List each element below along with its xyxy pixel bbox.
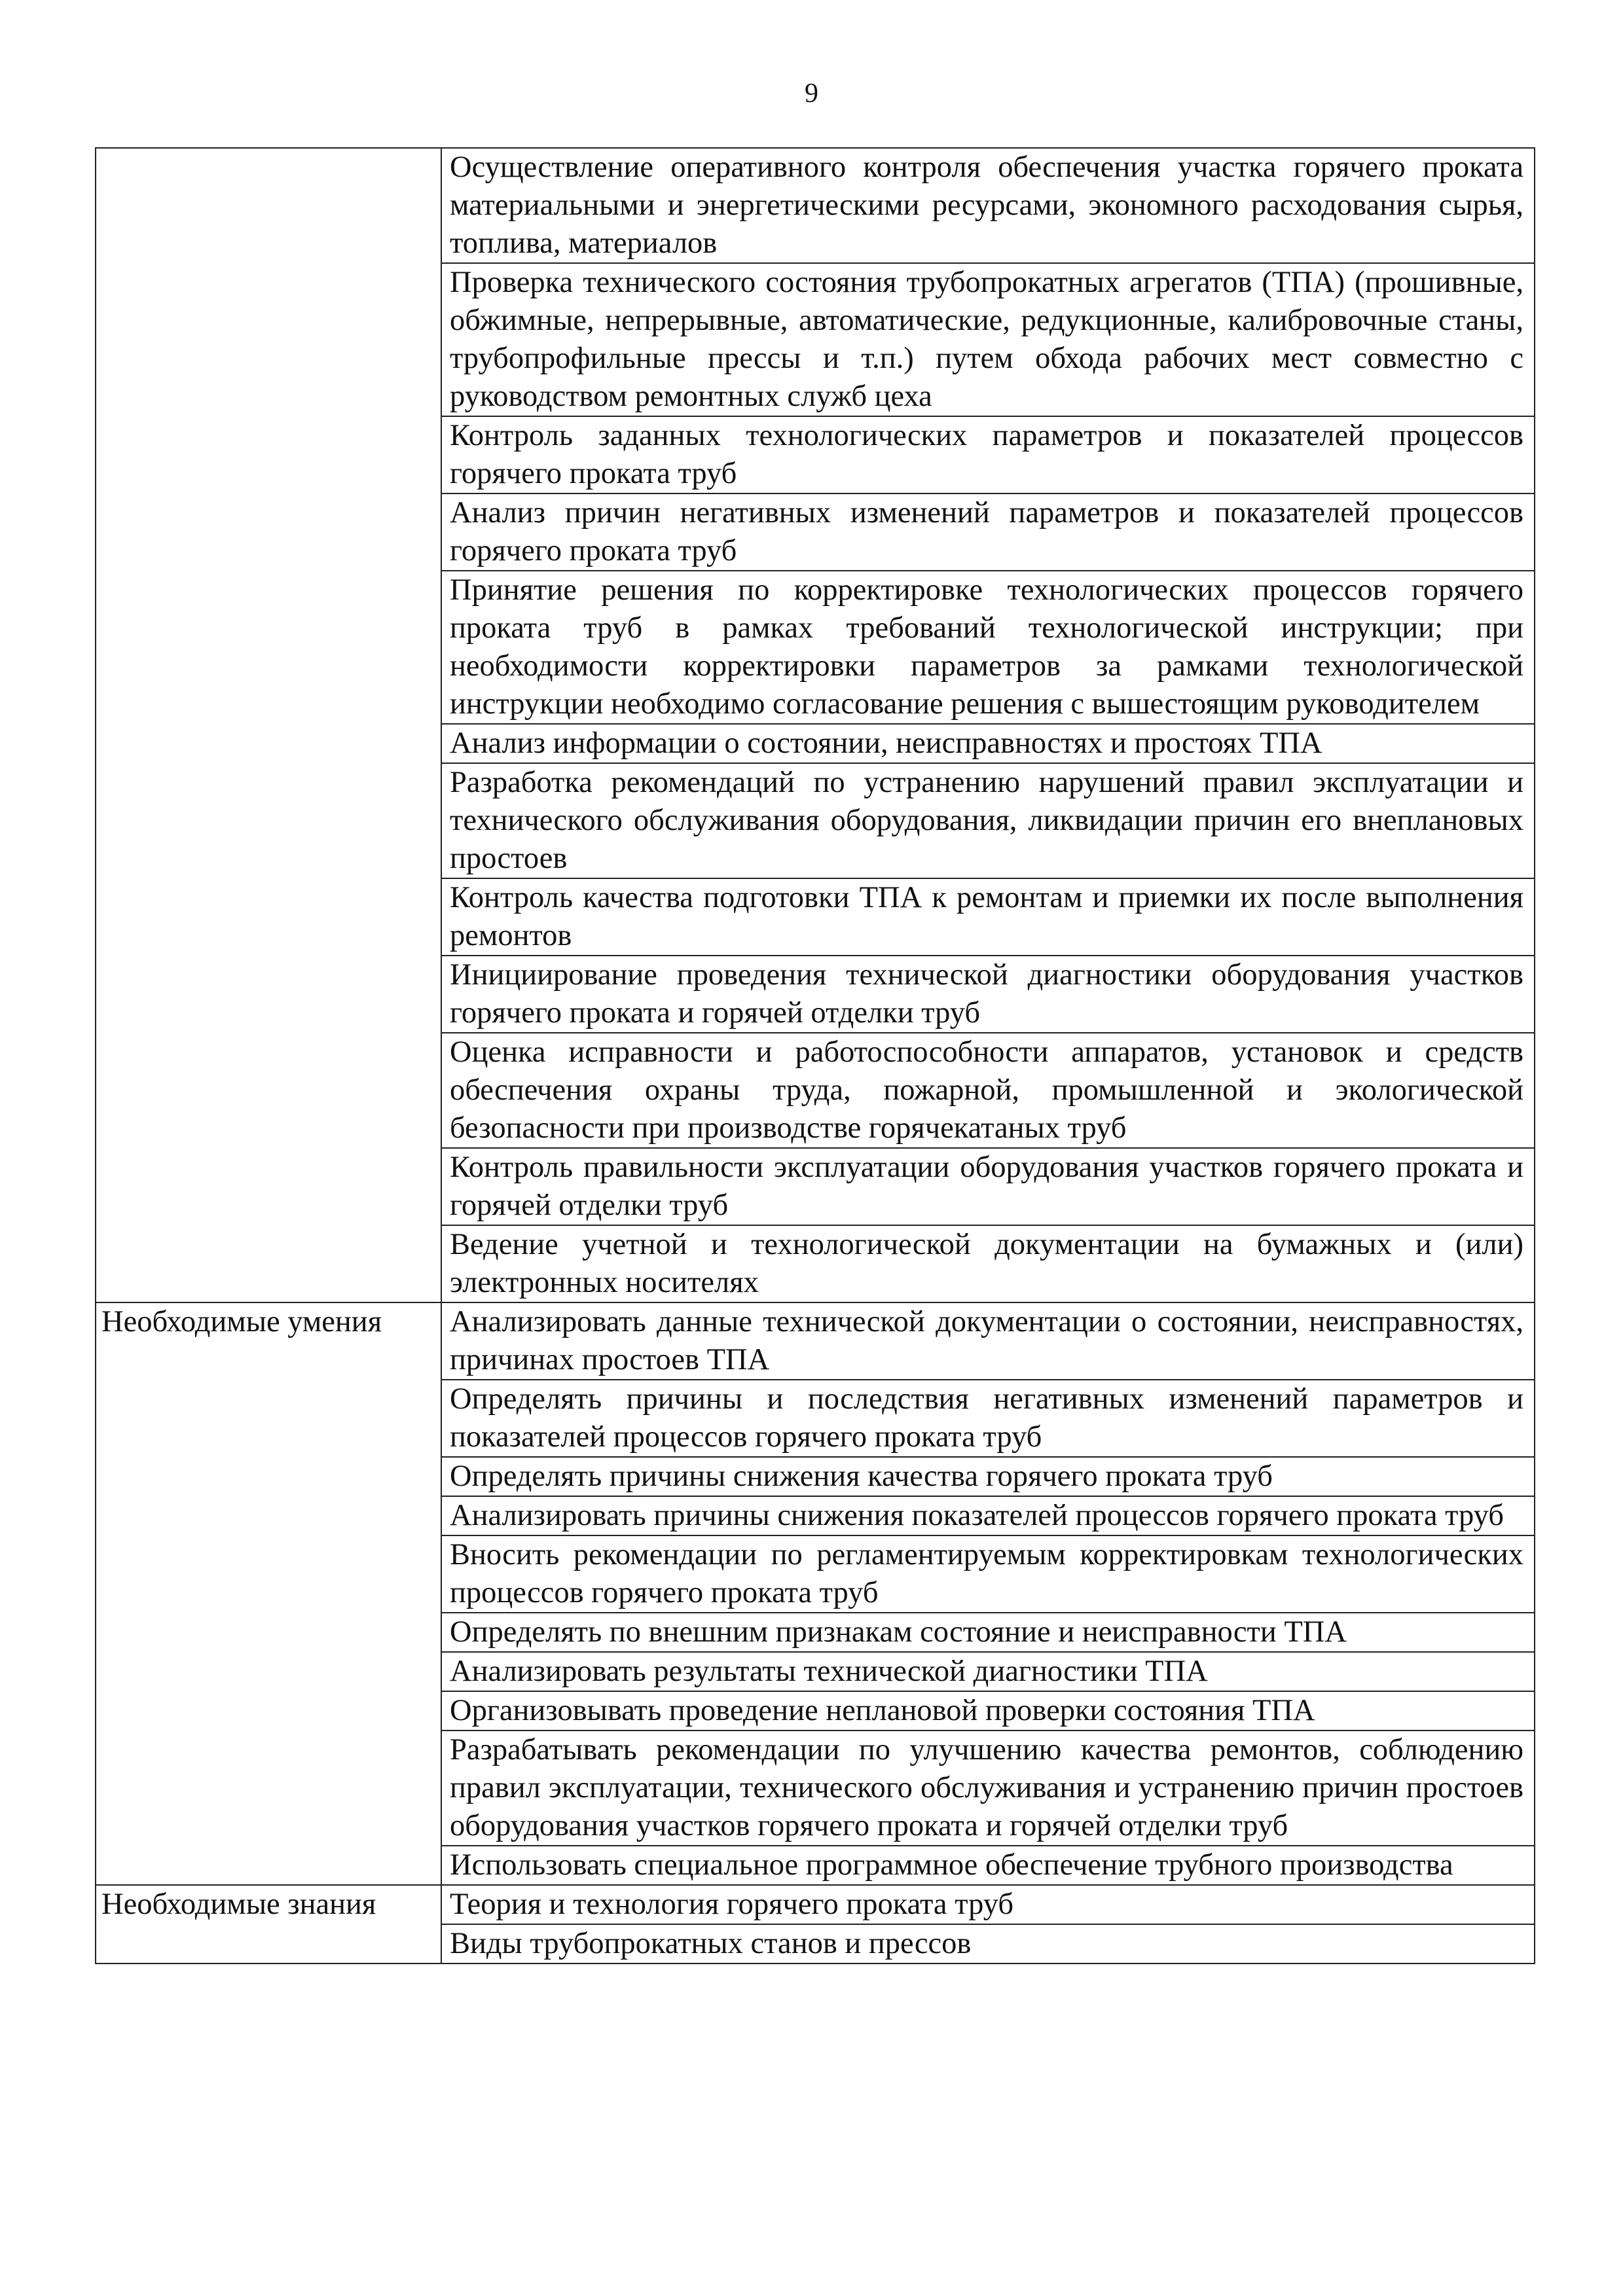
section-label (96, 148, 441, 263)
requirement-item: Ведение учетной и технологической документации на бумажных и (или) электронных носителях (441, 1225, 1535, 1302)
page-number: 9 (805, 79, 818, 109)
table-row (96, 1496, 1535, 1535)
table-row (96, 1613, 1535, 1652)
table-row (96, 1652, 1535, 1691)
requirement-item: Анализ причин негативных изменений параметров и показателей процессов горячего проката труб (441, 493, 1535, 571)
section-label-continuation (96, 1691, 441, 1731)
section-label-continuation (96, 1731, 441, 1846)
requirement-item: Разрабатывать рекомендации по улучшению качества ремонтов, соблюдению правил эксплуатации, технического обслуживания и устранению причин простоев оборудования участков горячего проката и горячей отделки труб (441, 1731, 1535, 1846)
requirement-item: Анализировать причины снижения показателей процессов горячего проката труб (441, 1496, 1535, 1535)
section-label-continuation (96, 416, 441, 493)
requirement-item: Использовать специальное программное обеспечение трубного производства (441, 1846, 1535, 1885)
requirement-item: Инициирование проведения технической диагностики оборудования участков горячего проката и горячей отделки труб (441, 956, 1535, 1033)
table-row (96, 1380, 1535, 1457)
table-row (96, 878, 1535, 956)
requirement-item: Вносить рекомендации по регламентируемым корректировкам технологических процессов горячего проката труб (441, 1535, 1535, 1613)
section-label-continuation (96, 493, 441, 571)
table-row (96, 956, 1535, 1033)
requirement-item: Организовывать проведение неплановой проверки состояния ТПА (441, 1691, 1535, 1731)
table-row (96, 1302, 1535, 1380)
section-label-continuation (96, 1846, 441, 1885)
section-label-continuation (96, 1496, 441, 1535)
table-row (96, 1225, 1535, 1302)
table-row (96, 1535, 1535, 1613)
section-label-continuation (96, 878, 441, 956)
requirement-item: Контроль качества подготовки ТПА к ремонтам и приемки их после выполнения ремонтов (441, 878, 1535, 956)
section-label-continuation (96, 571, 441, 724)
requirement-item: Контроль заданных технологических параметров и показателей процессов горячего проката труб (441, 416, 1535, 493)
requirement-item: Теория и технология горячего проката труб (441, 1885, 1535, 1924)
section-label-continuation (96, 1380, 441, 1457)
requirement-item: Определять причины снижения качества горячего проката труб (441, 1457, 1535, 1496)
section-label-continuation (96, 1613, 441, 1652)
section-label-continuation (96, 1924, 441, 1964)
table-row (96, 1731, 1535, 1846)
table-row (96, 1691, 1535, 1731)
requirement-item: Виды трубопрокатных станов и прессов (441, 1924, 1535, 1964)
section-label: Необходимые умения (96, 1302, 441, 1380)
section-label-continuation (96, 1457, 441, 1496)
table-row (96, 1033, 1535, 1148)
table-row (96, 493, 1535, 571)
table-row (96, 1885, 1535, 1924)
section-label-continuation (96, 1148, 441, 1225)
requirements-table (95, 147, 1535, 1964)
requirements-table-body (96, 148, 1535, 1964)
table-row (96, 1924, 1535, 1964)
requirement-item: Анализировать результаты технической диагностики ТПА (441, 1652, 1535, 1691)
table-row (96, 416, 1535, 493)
requirement-item: Оценка исправности и работоспособности аппаратов, установок и средств обеспечения охраны труда, пожарной, промышленной и экологической безопасности при производстве горячекатаных труб (441, 1033, 1535, 1148)
table-row (96, 1148, 1535, 1225)
table-row (96, 263, 1535, 416)
requirement-item: Определять причины и последствия негативных изменений параметров и показателей процессов горячего проката труб (441, 1380, 1535, 1457)
section-label-continuation (96, 956, 441, 1033)
requirement-item: Принятие решения по корректировке технологических процессов горячего проката труб в рамках требований технологической инструкции; при необходимости корректировки параметров за рамками технологической инструкции необходимо согласование решения с вышестоящим руководителем (441, 571, 1535, 724)
section-label-continuation (96, 724, 441, 763)
table-row (96, 1846, 1535, 1885)
section-label: Необходимые знания (96, 1885, 441, 1924)
section-label-continuation (96, 1225, 441, 1302)
requirement-item: Анализ информации о состоянии, неисправностях и простоях ТПА (441, 724, 1535, 763)
requirement-item: Разработка рекомендаций по устранению нарушений правил эксплуатации и технического обслуживания оборудования, ликвидации причин его внеплановых простоев (441, 763, 1535, 878)
table-row (96, 763, 1535, 878)
section-label-continuation (96, 763, 441, 878)
requirement-item: Определять по внешним признакам состояние и неисправности ТПА (441, 1613, 1535, 1652)
section-label-continuation (96, 1033, 441, 1148)
requirement-item: Анализировать данные технической документации о состоянии, неисправностях, причинах простоев ТПА (441, 1302, 1535, 1380)
requirement-item: Осуществление оперативного контроля обеспечения участка горячего проката материальными и энергетическими ресурсами, экономного расходования сырья, топлива, материалов (441, 148, 1535, 263)
table-row (96, 148, 1535, 263)
table-row (96, 571, 1535, 724)
table-row (96, 1457, 1535, 1496)
section-label-continuation (96, 1652, 441, 1691)
requirement-item: Проверка технического состояния трубопрокатных агрегатов (ТПА) (прошивные, обжимные, непрерывные, автоматические, редукционные, калибровочные станы, трубопрофильные прессы и т.п.) путем обхода рабочих мест совместно с руководством ремонтных служб цеха (441, 263, 1535, 416)
section-label-continuation (96, 263, 441, 416)
section-label-continuation (96, 1535, 441, 1613)
requirement-item: Контроль правильности эксплуатации оборудования участков горячего проката и горячей отделки труб (441, 1148, 1535, 1225)
table-row (96, 724, 1535, 763)
